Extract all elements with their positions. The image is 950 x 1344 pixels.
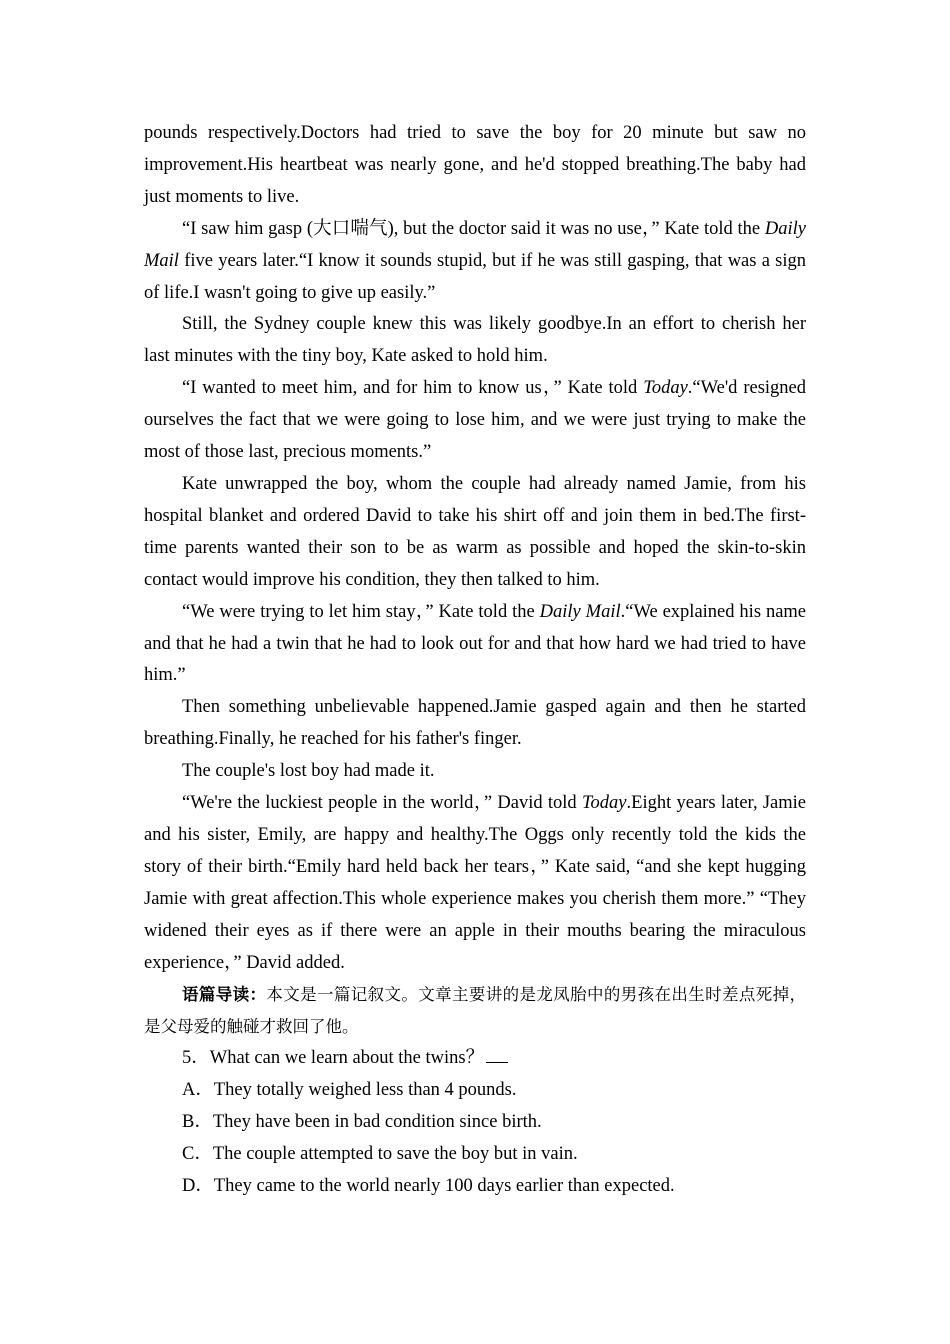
paragraph-text: “We were trying to let him stay，” Kate told the <box>182 601 540 622</box>
paragraph-text: “I saw him gasp (大口喘气), but the doctor said it was no use，” Kate told the <box>182 218 765 239</box>
article-paragraph <box>144 788 806 979</box>
article-paragraph <box>144 756 806 788</box>
paragraph-text: .Eight years later, Jamie and his sister, Emily, are happy and healthy.The Oggs only recently told the kids the story of their birth.“Emily hard held back her tears，” Kate said, “and she kept hugging Jamie with great affection.This whole experience makes you cherish them more.” “They widened their eyes as if there were an apple in their mouths bearing the miraculous experience，” David added. <box>144 793 806 973</box>
paragraph-text: five years later.“I know it sounds stupid, but if he was still gasping, that was a sign of life.I wasn't going to give up easily.” <box>144 250 806 303</box>
article-paragraph <box>144 214 806 310</box>
paragraph-text: .“We'd resigned ourselves the fact that we were going to lose him, and we were just trying to make the most of those last, precious moments.” <box>144 378 806 463</box>
answer-blank[interactable] <box>486 1044 508 1063</box>
article-paragraph <box>144 309 806 373</box>
article-paragraph <box>144 373 806 469</box>
document-page <box>144 118 806 1203</box>
option-d: D．They came to the world nearly 100 days earlier than expected. <box>182 1175 675 1196</box>
guide-text: 本文是一篇记叙文。文章主要讲的是龙凤胎中的男孩在出生时差点死掉，是父母爱的触碰才救回了他。 <box>144 985 806 1037</box>
paragraph-text: Kate unwrapped the boy, whom the couple had already named Jamie, from his hospital blanket and ordered David to take his shirt off and join them in bed.The first-time parents wanted their son to be as warm as possible and hoped the skin-to-skin contact would improve his condition, they then talked to him. <box>144 473 806 590</box>
paragraph-text: Then something unbelievable happened.Jamie gasped again and then he started breathing.Finally, he reached for his father's finger. <box>144 697 806 750</box>
question-text: 5．What can we learn about the twins？ <box>182 1048 485 1069</box>
article-body <box>144 118 806 979</box>
article-paragraph <box>144 118 806 214</box>
publication-name: Today <box>643 378 688 399</box>
reading-guide <box>144 979 806 1043</box>
option-c: C．The couple attempted to save the boy but in vain. <box>182 1144 578 1164</box>
article-paragraph <box>144 469 806 597</box>
guide-label: 语篇导读： <box>182 985 267 1005</box>
question-5 <box>144 1043 806 1075</box>
publication-name: Daily Mail <box>144 218 806 271</box>
publication-name: Today <box>581 793 627 814</box>
article-paragraph <box>144 597 806 693</box>
paragraph-text: pounds respectively.Doctors had tried to save the boy for 20 minute but saw no improvement.His heartbeat was nearly gone, and he'd stopped breathing.The baby had just moments to live. <box>144 123 806 207</box>
paragraph-text: Still, the Sydney couple knew this was likely goodbye.In an effort to cherish her last minutes with the tiny boy, Kate asked to hold him. <box>144 314 806 367</box>
paragraph-text: The couple's lost boy had made it. <box>182 761 435 782</box>
paragraph-text: “I wanted to meet him, and for him to know us，” Kate told <box>182 378 644 399</box>
publication-name: Daily Mail <box>539 601 621 622</box>
paragraph-text: “We're the luckiest people in the world，” David told <box>182 793 582 814</box>
option-a: A．They totally weighed less than 4 pounds. <box>182 1080 517 1101</box>
paragraph-text: .“We explained his name and that he had a twin that he had to look out for and that how hard we had tried to have him.” <box>144 601 807 686</box>
article-paragraph <box>144 692 806 756</box>
option-b: B．They have been in bad condition since birth. <box>182 1112 542 1133</box>
